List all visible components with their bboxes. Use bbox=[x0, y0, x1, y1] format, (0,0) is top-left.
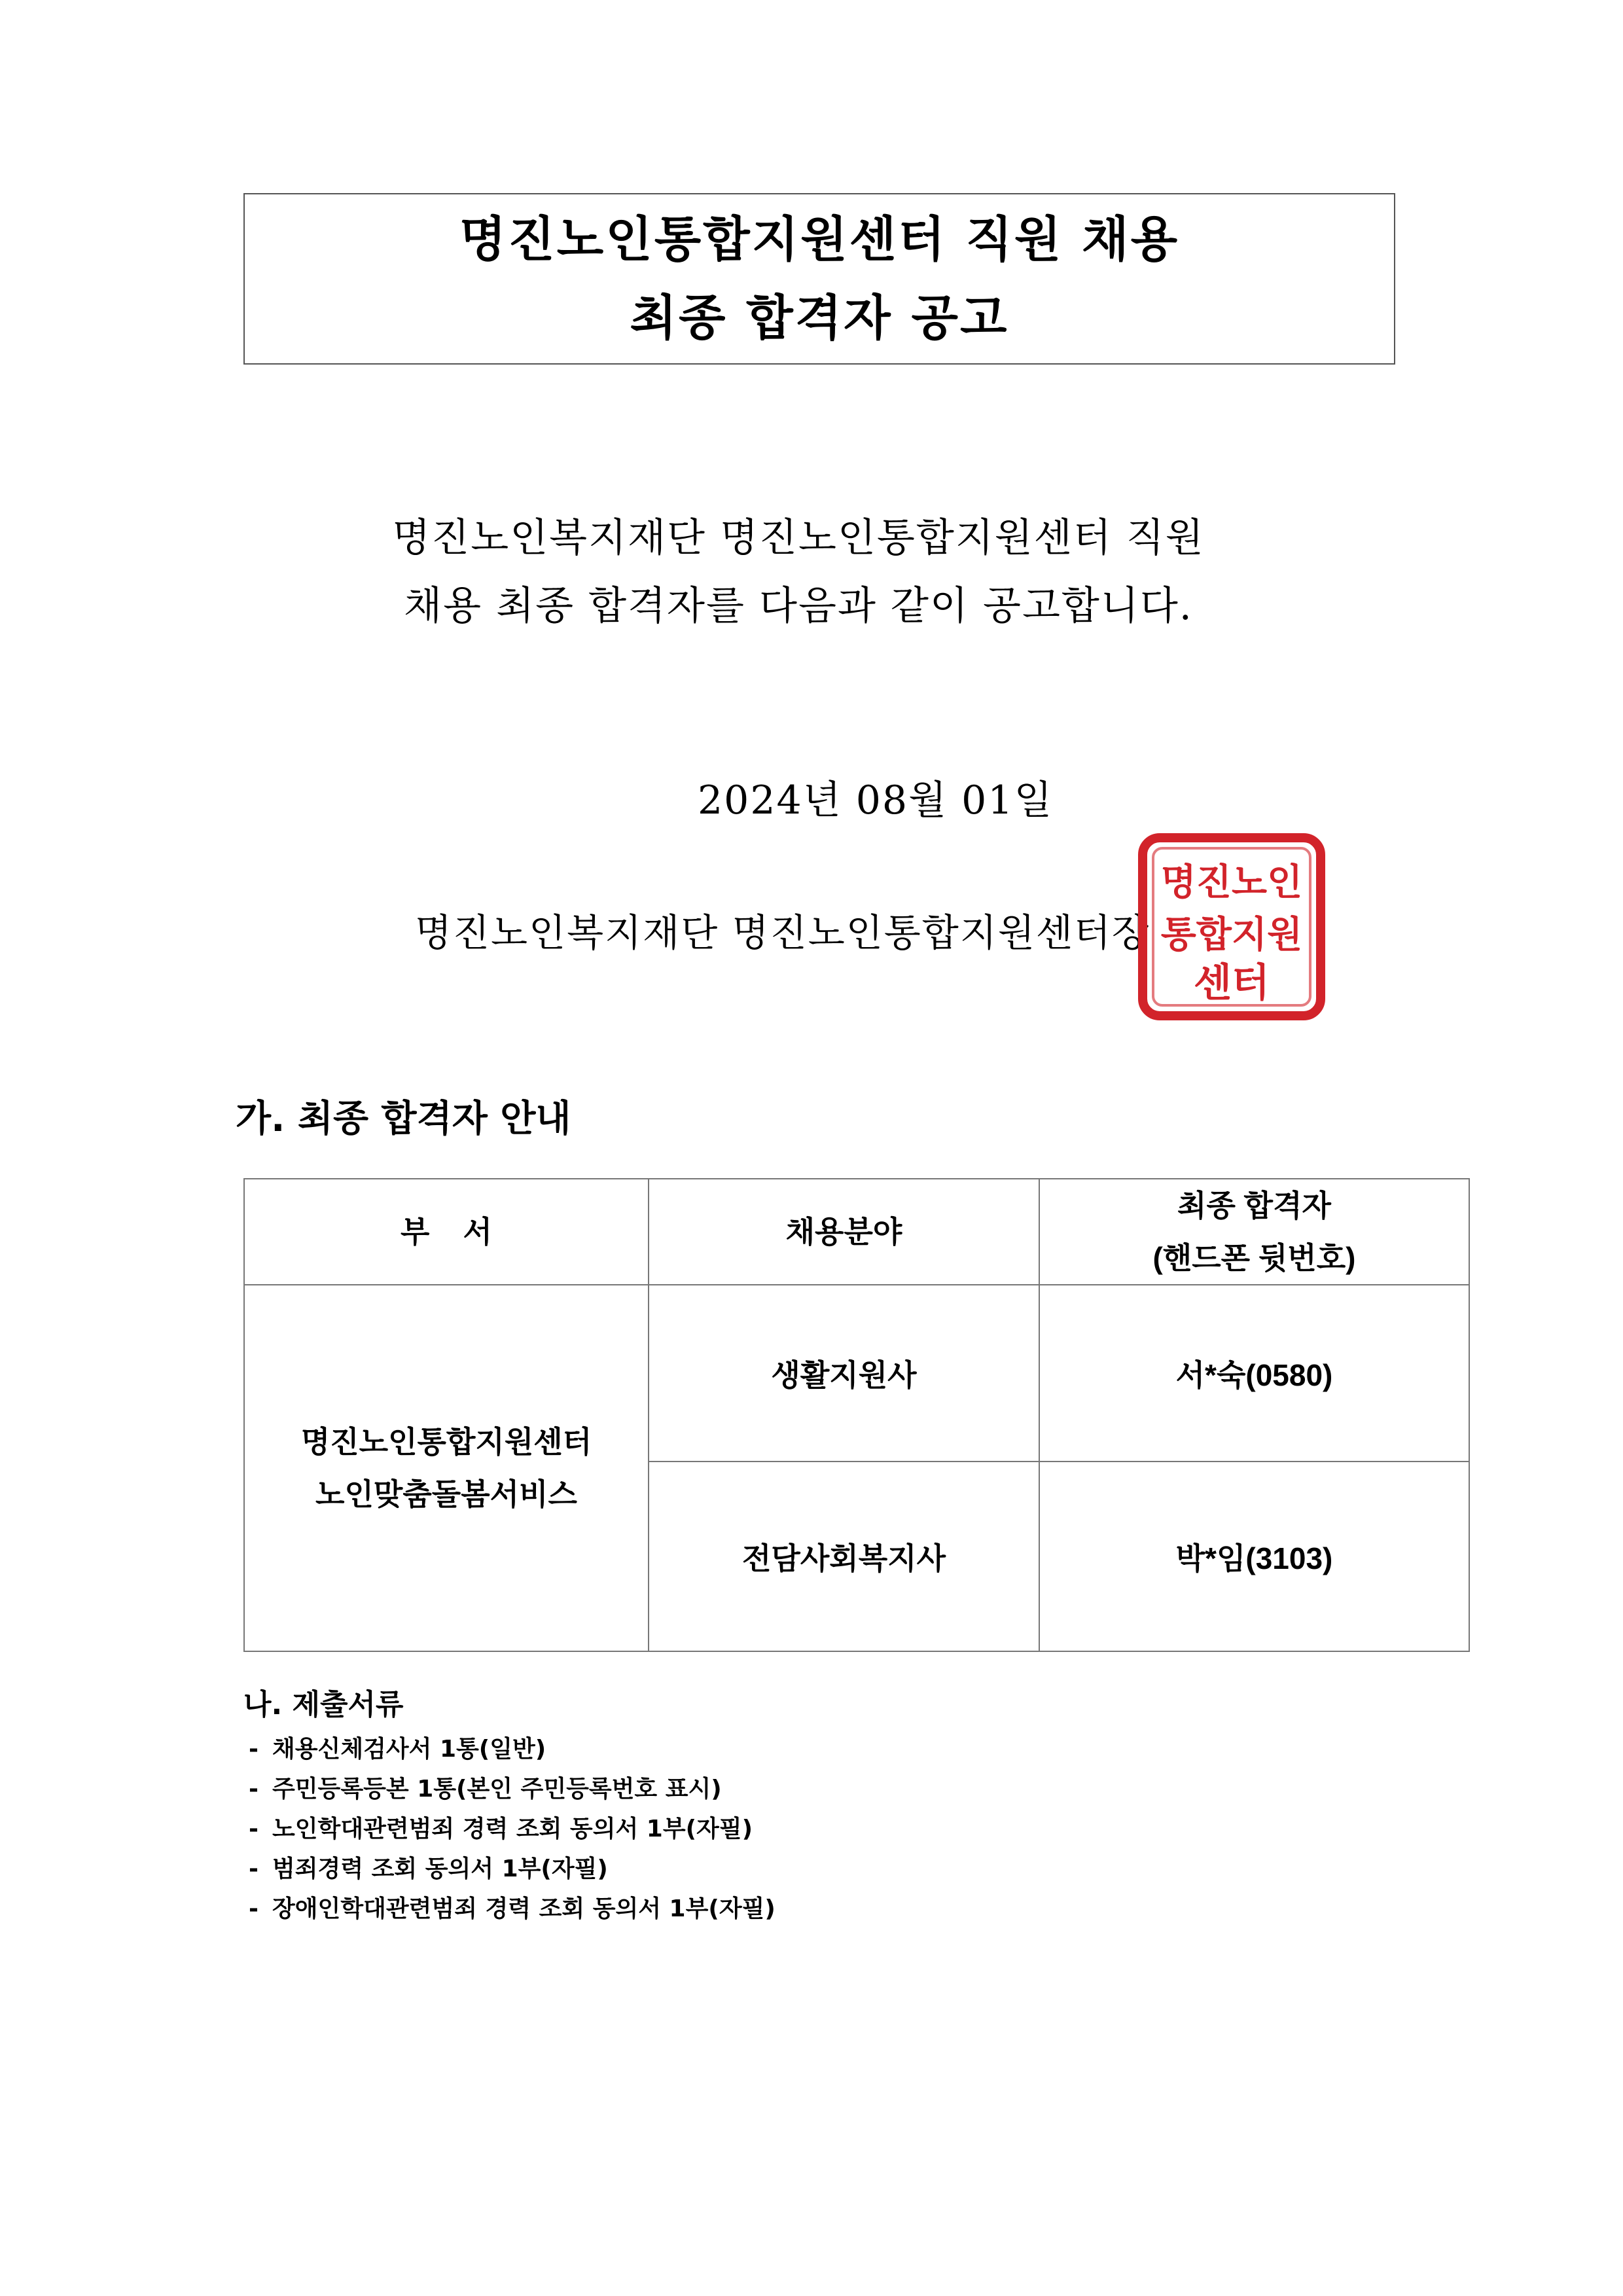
list-item: - 장애인학대관련범죄 경력 조회 동의서 1부(자필) bbox=[249, 1895, 776, 1922]
section-b-heading: 나. 제출서류 bbox=[243, 1688, 404, 1721]
dept-line-2: 노인맞춤돌봄서비스 bbox=[315, 1477, 577, 1511]
final-result-table bbox=[243, 1178, 1470, 1652]
result-cell: 박*임(3103) bbox=[1039, 1462, 1469, 1651]
required-documents-list bbox=[249, 1729, 776, 1929]
header-field: 채용분야 bbox=[649, 1179, 1039, 1285]
title-line-2: 최종 합격자 공고 bbox=[630, 290, 1009, 346]
list-item: - 주민등록등본 1통(본인 주민등록번호 표시) bbox=[249, 1776, 722, 1803]
signer-name: 명진노인복지재단 명진노인통합지원센터장 bbox=[415, 910, 1150, 955]
header-result-line-2: (핸드폰 뒷번호) bbox=[1152, 1241, 1356, 1275]
intro-line-1: 명진노인복지재단 명진노인통합지원센터 직원 bbox=[392, 515, 1205, 561]
dept-cell bbox=[244, 1285, 649, 1651]
field-cell: 생활지원사 bbox=[649, 1285, 1039, 1462]
list-item: - 채용신체검사서 1통(일반) bbox=[249, 1736, 546, 1763]
section-a-heading: 가. 최종 합격자 안내 bbox=[236, 1098, 571, 1140]
table-header-row bbox=[244, 1179, 1469, 1285]
title-box bbox=[243, 193, 1395, 365]
result-cell: 서*숙(0580) bbox=[1039, 1285, 1469, 1462]
table-row bbox=[244, 1285, 1469, 1462]
dept-line-1: 명진노인통합지원센터 bbox=[300, 1425, 592, 1459]
header-result bbox=[1039, 1179, 1469, 1285]
official-seal-stamp bbox=[1137, 833, 1326, 1021]
intro-paragraph bbox=[0, 504, 1597, 640]
intro-line-2: 채용 최종 합격자를 다음과 같이 공고합니다. bbox=[404, 583, 1193, 629]
seal-text-line-2: 통합지원 bbox=[1160, 914, 1303, 956]
seal-text-line-3: 센터 bbox=[1194, 960, 1270, 1006]
notice-date: 2024년 08월 01일 bbox=[698, 778, 1054, 823]
title-line-1: 명진노인통합지원센터 직원 채용 bbox=[459, 211, 1180, 268]
field-cell: 전담사회복지사 bbox=[649, 1462, 1039, 1651]
list-item: - 노인학대관련범죄 경력 조회 동의서 1부(자필) bbox=[249, 1816, 753, 1842]
header-dept: 부 서 bbox=[244, 1179, 649, 1285]
seal-text-line-1: 명진노인 bbox=[1160, 861, 1303, 904]
list-item: - 범죄경력 조회 동의서 1부(자필) bbox=[249, 1856, 608, 1882]
header-result-line-1: 최종 합격자 bbox=[1177, 1189, 1331, 1223]
